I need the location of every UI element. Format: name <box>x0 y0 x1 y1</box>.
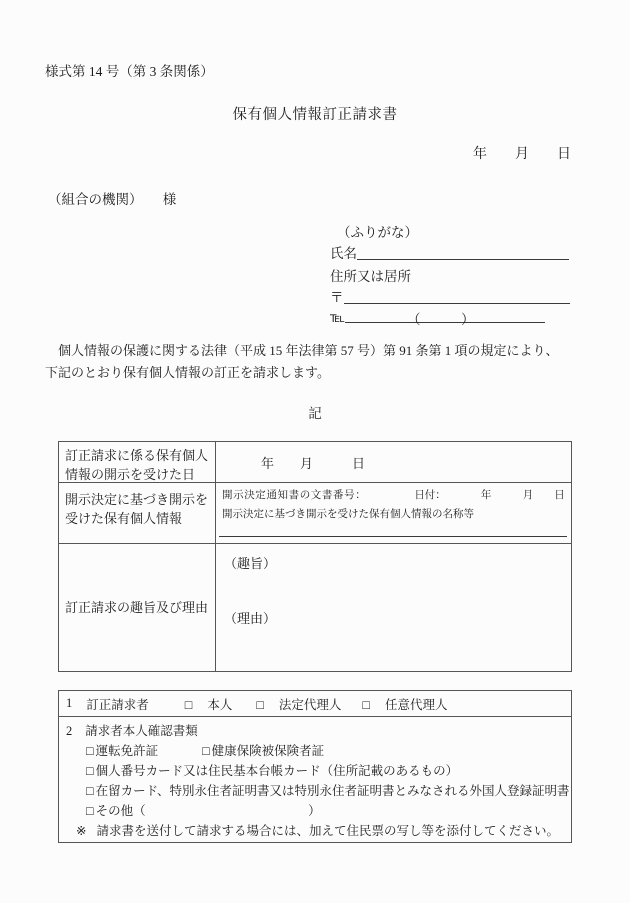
doc-date-blank[interactable]: 年 月 日 <box>480 490 565 501</box>
drivers-license-label: 運転免許証 <box>95 744 159 758</box>
checkbox-voluntary-representative[interactable]: □ <box>362 697 370 712</box>
mailing-note <box>66 821 564 841</box>
other-blank-field[interactable]: （ ） <box>133 804 321 818</box>
checkbox-other[interactable]: □ <box>86 804 94 818</box>
residence-card-label: 在留カード、特別永住者証明書又は特別永住者証明書とみなされる外国人登録証明書 <box>95 784 570 798</box>
disclosed-info-cell <box>216 483 571 543</box>
table-row-disclosure-date <box>59 442 571 482</box>
checkbox-drivers-license[interactable]: □ <box>86 744 94 758</box>
purpose-reason-cell[interactable] <box>216 544 571 671</box>
requester-type-row <box>59 691 571 717</box>
section-marker-ki: 記 <box>308 406 322 421</box>
option-self-label: 本人 <box>207 697 233 712</box>
requester-label: 訂正請求者 <box>86 697 149 712</box>
name-row <box>330 242 569 264</box>
note-text: 請求書を送付して請求する場合には、加えて住民票の写し等を添付してください。 <box>96 824 559 838</box>
doc-number-label: 開示決定通知書の文書番号： <box>222 490 367 501</box>
row-label-disclosed-info: 開示決定に基づき開示を 受けた保有個人情報 <box>59 483 216 543</box>
row-label-disclosure-date: 訂正請求に係る保有個人 情報の開示を受けた日 <box>59 442 216 482</box>
id-documents-row <box>59 717 571 842</box>
body-paragraph-line2: 下記のとおり保有個人情報の訂正を請求します。 <box>45 365 330 380</box>
row-number-1: 1 <box>66 696 73 710</box>
tel-parens: （ ） <box>407 312 475 327</box>
furigana-label: （ふりがな） <box>337 225 418 240</box>
form-number: 様式第 14 号（第 3 条関係） <box>45 64 214 79</box>
purpose-label: （趣旨） <box>224 556 277 571</box>
postal-mark-icon: 〒 <box>330 290 344 305</box>
option-legal-representative-label: 法定代理人 <box>278 697 342 712</box>
body-paragraph-line1: 個人情報の保護に関する法律（平成 15 年法律第 57 号）第 91 条第 1 項の規定により、 <box>45 343 559 358</box>
tel-input-line[interactable] <box>345 308 545 327</box>
table-row-disclosed-info <box>59 482 571 543</box>
checkbox-legal-representative[interactable]: □ <box>256 697 264 712</box>
doc-line-2 <box>66 761 564 781</box>
option-legal-representative <box>256 695 341 713</box>
option-voluntary-representative-label: 任意代理人 <box>384 697 448 712</box>
doc-line-4 <box>66 801 564 821</box>
note-marker: ※ <box>76 824 87 838</box>
disclosed-info-name-label: 開示決定に基づき開示を受けた保有個人情報の名称等 <box>222 509 474 520</box>
checkbox-residence-card[interactable]: □ <box>86 784 94 798</box>
postal-row <box>330 286 570 308</box>
requester-table <box>58 690 572 843</box>
option-voluntary-representative <box>362 695 447 713</box>
disclosure-date-field[interactable]: 年 月 日 <box>261 455 366 471</box>
postal-input-line[interactable] <box>344 288 570 304</box>
address-label: 住所又は居所 <box>330 269 411 284</box>
doc-line-3 <box>66 781 570 801</box>
id-documents-label: 請求者本人確認書類 <box>85 724 198 738</box>
name-input-line[interactable] <box>357 244 569 260</box>
reason-label: （理由） <box>224 611 277 626</box>
option-self <box>185 695 233 713</box>
other-label: その他 <box>95 804 134 818</box>
table-row-purpose-reason <box>59 543 571 671</box>
row-label-purpose-reason: 訂正請求の趣旨及び理由 <box>59 544 216 671</box>
date-blank-field[interactable]: 年 月 日 <box>473 147 571 162</box>
tel-label: ℡ <box>330 311 346 326</box>
id-documents-heading <box>66 721 564 741</box>
checkbox-self[interactable]: □ <box>184 697 193 712</box>
row-number-2: 2 <box>66 724 73 738</box>
health-insurance-label: 健康保険被保険者証 <box>211 744 325 758</box>
doc-number-line <box>222 486 565 505</box>
disclosed-info-input-line[interactable] <box>219 536 567 537</box>
checkbox-my-number-card[interactable]: □ <box>86 764 94 778</box>
page-title: 保有個人情報訂正請求書 <box>232 107 398 123</box>
name-label: 氏名 <box>330 246 357 261</box>
doc-date-label: 日付： <box>414 490 446 501</box>
my-number-card-label: 個人番号カード又は住民基本台帳カード（住所記載のあるもの） <box>95 764 459 778</box>
tel-row <box>330 308 545 330</box>
addressee: （組合の機関） 様 <box>48 192 177 207</box>
doc-line-1 <box>66 741 564 761</box>
checkbox-health-insurance[interactable]: □ <box>202 744 210 758</box>
details-table <box>58 441 572 672</box>
